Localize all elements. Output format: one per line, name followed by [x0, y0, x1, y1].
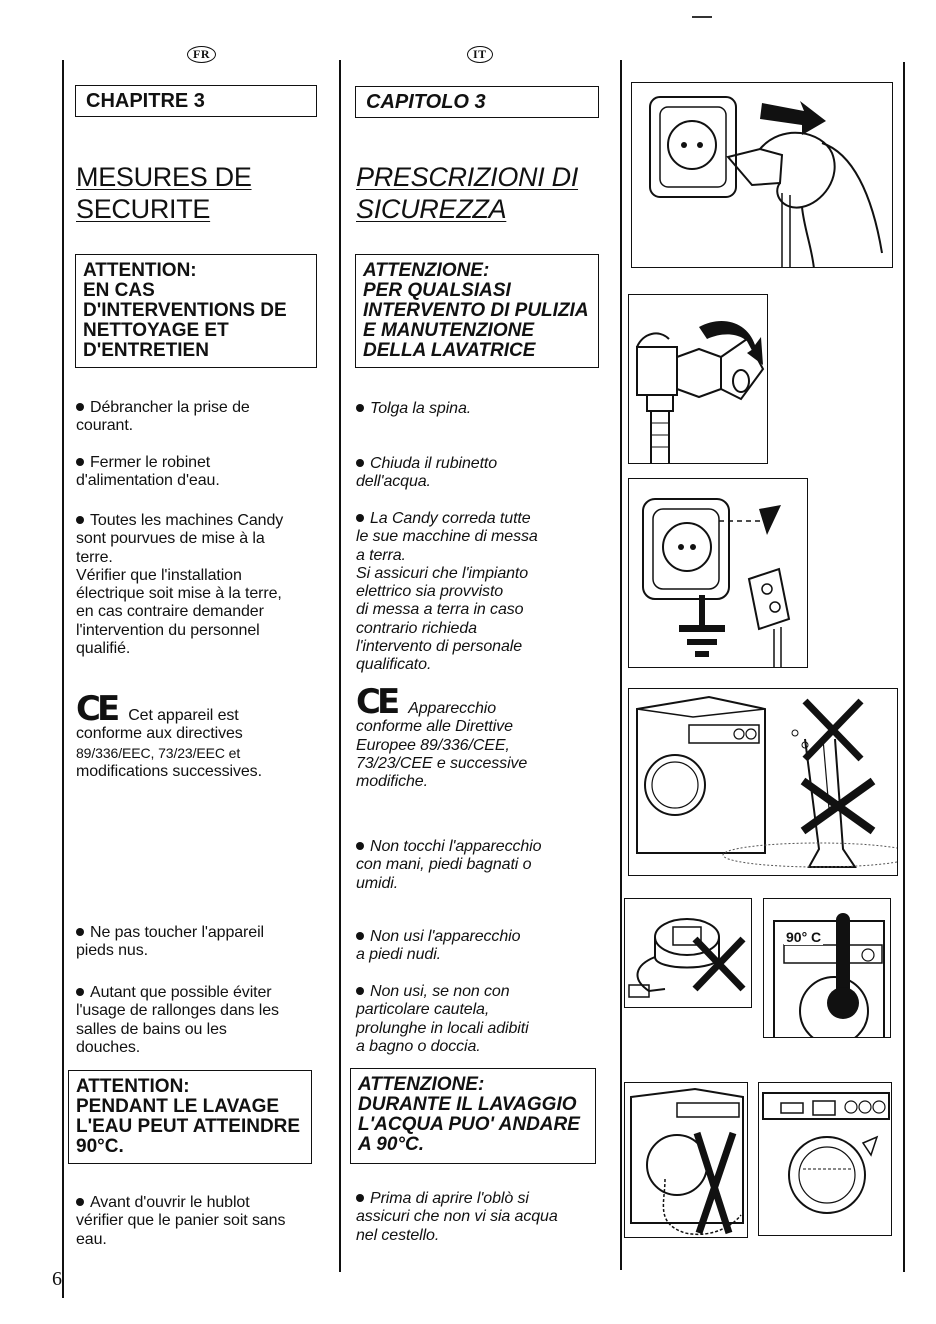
- wet-feet-illustration-icon: [628, 688, 898, 876]
- warning-line: INTERVENTO DI PULIZIA: [363, 300, 589, 321]
- instruction-close-tap-fr: [76, 454, 220, 491]
- instruction-text: Ne pas toucher l'appareil pieds nus.: [76, 924, 264, 960]
- left-margin-rule: [62, 60, 64, 1298]
- warning-line: DELLA LAVATRICE: [363, 340, 536, 361]
- unplug-illustration-icon: [631, 82, 893, 268]
- instruction-extension-fr: [76, 984, 279, 1057]
- bullet-icon: [76, 1198, 84, 1206]
- instruction-text: Non usi, se non con particolare cautela, prolunghe in locali adibiti a bagno o doccia.: [356, 983, 529, 1055]
- page-number: 6: [52, 1268, 62, 1290]
- section-title-it-line-1: PRESCRIZIONI DI: [356, 162, 579, 192]
- instruction-door-check-it: [356, 1190, 558, 1245]
- instruction-text: Non usi l'apparecchio a piedi nudi.: [356, 928, 521, 964]
- section-title-it: [356, 161, 578, 225]
- bullet-icon: [356, 987, 364, 995]
- warning-line: DURANTE IL LAVAGGIO: [358, 1094, 577, 1115]
- hot-water-thermometer-icon: [763, 898, 891, 1038]
- warning-line: D'ENTRETIEN: [83, 340, 209, 361]
- section-title-it-line-2: SICUREZZA: [356, 194, 507, 224]
- instruction-text: Non tocchi l'apparecchio con mani, piedi bagnati o umidi.: [356, 838, 542, 892]
- warning-line: ATTENTION:: [76, 1076, 190, 1097]
- warning-line: ATTENZIONE:: [363, 260, 490, 281]
- column-divider-1: [339, 60, 341, 1272]
- extension-cord-crossed-icon: [624, 898, 752, 1008]
- language-badge-it: IT: [467, 46, 493, 63]
- bullet-icon: [356, 404, 364, 412]
- bullet-icon: [356, 1194, 364, 1202]
- instruction-text: Fermer le robinet d'alimentation d'eau.: [76, 454, 220, 490]
- warning-box-maintenance-it: [355, 254, 599, 368]
- section-title-fr-line-1: MESURES DE: [76, 162, 252, 192]
- bullet-icon: [76, 928, 84, 936]
- instruction-extension-it: [356, 983, 529, 1056]
- warning-box-90c-it: [350, 1068, 596, 1164]
- ce-text: Apparecchio conforme alle Direttive Europee 89/336/CEE, 73/23/CEE e successive modifiche.: [356, 700, 528, 791]
- door-check-illustration-icon: [758, 1082, 892, 1236]
- bullet-icon: [76, 988, 84, 996]
- section-title-fr: [76, 161, 252, 225]
- language-badge-fr: FR: [187, 46, 216, 63]
- instruction-text: Avant d'ouvrir le hublot vérifier que le panier soit sans eau.: [76, 1194, 286, 1248]
- warning-box-maintenance-fr: [75, 254, 317, 368]
- instruction-text: Autant que possible éviter l'usage de rallonges dans les salles de bains ou les douches.: [76, 984, 279, 1056]
- warning-line: EN CAS: [83, 280, 155, 301]
- warning-line: PER QUALSIASI: [363, 280, 511, 301]
- ce-text: modifications successives.: [76, 762, 262, 780]
- instruction-text: Tolga la spina.: [370, 400, 472, 417]
- warning-line: D'INTERVENTIONS DE: [83, 300, 287, 321]
- instruction-text: La Candy correda tutte le sue macchine di messa a terra. Si assicuri che l'impianto elettrico sia provvisto di messa a terra in caso contrario richieda l'intervento di personale qualificato.: [356, 510, 538, 674]
- warning-line: PENDANT LE LAVAGE: [76, 1096, 280, 1117]
- earth-ground-illustration-icon: [628, 478, 808, 668]
- column-divider-2: [620, 60, 622, 1270]
- instruction-earthing-fr: [76, 512, 283, 658]
- ce-directives: 89/336/EEC, 73/23/EEC et: [76, 744, 241, 761]
- warning-box-90c-fr: [68, 1070, 312, 1164]
- instruction-close-tap-it: [356, 455, 497, 492]
- warning-line: E MANUTENZIONE: [363, 320, 534, 341]
- warning-line: L'ACQUA PUO' ANDARE: [358, 1114, 580, 1135]
- bullet-icon: [356, 514, 364, 522]
- warning-line: ATTENZIONE:: [358, 1074, 485, 1095]
- instruction-earthing-it: [356, 510, 538, 675]
- warning-line: L'EAU PEUT ATTEINDRE: [76, 1116, 301, 1137]
- ce-mark-icon: CE: [76, 689, 117, 729]
- warning-line: NETTOYAGE ET: [83, 320, 229, 341]
- chapter-heading-it: CAPITOLO 3: [355, 86, 599, 118]
- water-overflow-crossed-icon: [624, 1082, 748, 1238]
- warning-line: ATTENTION:: [83, 260, 197, 281]
- right-margin-rule: [903, 62, 905, 1272]
- bullet-icon: [356, 842, 364, 850]
- bullet-icon: [76, 403, 84, 411]
- instruction-door-check-fr: [76, 1194, 285, 1249]
- instruction-text: Chiuda il rubinetto dell'acqua.: [356, 455, 498, 491]
- warning-line: 90°C.: [76, 1136, 124, 1157]
- top-right-rule: [692, 16, 712, 18]
- instruction-unplug-it: [356, 400, 471, 418]
- instruction-unplug-fr: [76, 399, 250, 436]
- instruction-text: Toutes les machines Candy sont pourvues de mise à la terre. Vérifier que l'installation électrique soit mise à la terre, en cas contraire demander l'intervention du personnel qualifié.: [76, 512, 284, 658]
- ce-text: Cet appareil est conforme aux directives: [76, 707, 243, 743]
- chapter-heading-fr: CHAPITRE 3: [75, 85, 317, 117]
- ce-mark-icon: CE: [356, 682, 397, 722]
- bullet-icon: [356, 459, 364, 467]
- instruction-bare-feet-it: [356, 928, 520, 965]
- warning-line: A 90°C.: [358, 1134, 425, 1155]
- ce-conformity-it: [356, 682, 528, 791]
- instruction-wet-hands-it: [356, 838, 541, 893]
- tap-illustration-icon: [628, 294, 768, 464]
- instruction-text: Débrancher la prise de courant.: [76, 399, 250, 435]
- bullet-icon: [76, 516, 84, 524]
- temperature-label: 90° C: [786, 929, 822, 945]
- bullet-icon: [356, 932, 364, 940]
- instruction-text: Prima di aprire l'oblò si assicuri che non vi sia acqua nel cestello.: [356, 1190, 558, 1244]
- section-title-fr-line-2: SECURITE: [76, 194, 211, 224]
- instruction-bare-feet-fr: [76, 924, 264, 961]
- bullet-icon: [76, 458, 84, 466]
- ce-conformity-fr: [76, 689, 262, 781]
